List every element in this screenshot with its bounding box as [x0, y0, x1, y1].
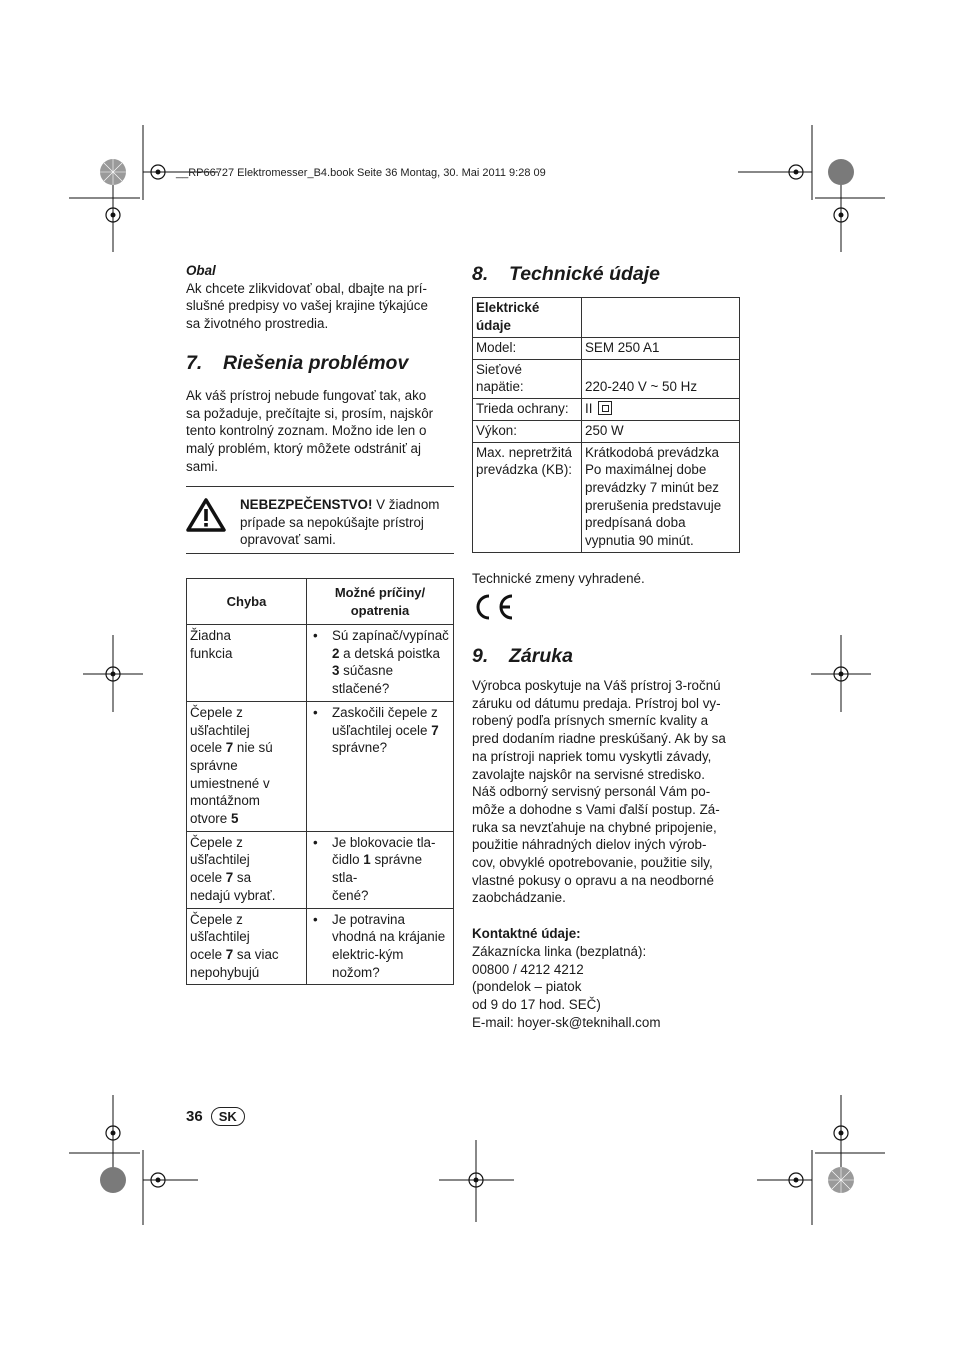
table-row: [187, 831, 454, 908]
section8-heading: [472, 262, 740, 286]
table-row: [473, 359, 740, 398]
tech-changes-note: Technické zmeny vyhradené.: [472, 571, 645, 586]
table-row: [473, 420, 740, 442]
section7-title: Riešenia problémov: [223, 351, 409, 374]
spec-header: Elektrické údaje: [473, 298, 582, 338]
header-causes: Možné príčiny/ opatrenia: [307, 579, 454, 625]
left-column: [186, 262, 454, 475]
warranty-text: Výrobca poskytuje na Váš prístroj 3-ročnú záruku od dátumu predaja. Prístroj bol vy- robený podľa prísnych smerníc kvality a pred dodaním riadne preskúšaný. Ak by sa na prístroji napriek tomu vyskytli závady, zavolajte najskôr na servisné stredisko. Náš odborný servisný personál Vám po- môže a dohodne s Vami ďalší postup. Zá- ruka sa nevzťahuje na chybné pripojenie, použitie náhradných dielov iných výrob- cov, obvyklé opotrebovanie, použitie sily, vlastné pokusy o opravu a na neodborné zaobchádzanie.: [472, 678, 726, 906]
spec-value: 250 W: [582, 420, 740, 442]
table-row: [187, 701, 454, 831]
cause-cell: [307, 701, 454, 831]
cause-text: Je blokovacie tla- čidlo 1 správne stla- čené?: [332, 834, 436, 903]
spec-key: Sieťové napätie:: [473, 359, 582, 398]
bullet: •: [313, 704, 318, 720]
section7-heading: [186, 351, 454, 375]
header-chyba: Chyba: [187, 579, 307, 625]
spec-key: Max. nepretržitá prevádzka (KB):: [473, 442, 582, 552]
cause-cell: [307, 625, 454, 702]
right-column-top: [472, 262, 740, 286]
spec-value: 220-240 V ~ 50 Hz: [582, 359, 740, 398]
print-header: __RP66727 Elektromesser_B4.book Seite 36 Montag, 30. Mai 2011 9:28 09: [176, 167, 546, 179]
spec-header-empty: [582, 298, 740, 338]
warning-label: NEBEZPEČENSTVO!: [240, 497, 373, 512]
bullet: •: [313, 834, 318, 850]
section8-number: 8.: [472, 263, 489, 285]
section7-number: 7.: [186, 351, 203, 374]
protection-class-text: II: [585, 401, 593, 417]
spec-header-row: [473, 298, 740, 338]
problem-cell: Čepele z ušľachtilej ocele 7 sa nedajú vybrať.: [187, 831, 307, 908]
section9-number: 9.: [472, 645, 489, 667]
problem-cell: Čepele z ušľachtilej ocele 7 nie sú správne umiestnené v montážnom otvore 5: [187, 701, 307, 831]
troubleshooting-table: [186, 578, 454, 985]
section9-heading: [472, 644, 740, 668]
spec-key: Model:: [473, 338, 582, 360]
protection-class-ii-icon: [598, 401, 612, 415]
technical-data-table: [472, 297, 740, 553]
obal-heading: Obal: [186, 263, 216, 278]
spec-key: Výkon:: [473, 420, 582, 442]
ce-mark: [472, 592, 516, 627]
ce-mark-icon: [472, 592, 516, 622]
obal-text: Ak chcete zlikvidovať obal, dbajte na prí- slušné predpisy vo vašej krajine týkajúce sa životného prostredia.: [186, 280, 428, 332]
table-row: [473, 338, 740, 360]
bullet: •: [313, 911, 318, 927]
section9-title: Záruka: [509, 645, 573, 667]
table-header-row: [187, 579, 454, 625]
spec-value-protection: [582, 399, 740, 421]
bullet: •: [313, 628, 318, 643]
cause-cell: [307, 908, 454, 985]
page-footer: [186, 1107, 245, 1126]
contact-heading: Kontaktné údaje:: [472, 926, 581, 942]
page-number: 36: [186, 1108, 203, 1125]
spec-key: Trieda ochrany:: [473, 399, 582, 421]
danger-warning-box: [186, 486, 454, 554]
table-row: [473, 399, 740, 421]
cause-text: Sú zapínač/vypínač 2 a detská poistka 3 súčasne stlačené?: [332, 628, 449, 697]
cause-cell: [307, 831, 454, 908]
language-badge: SK: [211, 1107, 245, 1126]
section8-title: Technické údaje: [509, 263, 661, 285]
problem-cell: Čepele z ušľachtilej ocele 7 sa viac nepohybujú: [187, 908, 307, 985]
section7-text: Ak váš prístroj nebude fungovať tak, ako sa požaduje, prečítajte si, prosím, najskôr tento kontrolný zoznam. Možno ide len o malý problém, ktorý môžete odstrániť aj sami.: [186, 387, 434, 474]
warning-body: V žiadnom prípade sa nepokúšajte prístroj opravovať sami.: [240, 497, 440, 548]
right-column-bottom: [472, 644, 740, 1031]
problem-cell: Žiadna funkcia: [187, 625, 307, 702]
spec-value: SEM 250 A1: [582, 338, 740, 360]
table-row: [187, 625, 454, 702]
contact-lines: Zákaznícka linka (bezplatná): 00800 / 4212 4212 (pondelok – piatok od 9 do 17 hod. SEČ) E-mail: hoyer-sk@teknihall.com: [472, 943, 661, 1030]
warning-text: [240, 496, 456, 549]
spec-value: Krátkodobá prevádzka Po maximálnej dobe prevádzky 7 minút bez prerušenia predstavuje predpísaná doba vypnutia 90 minút.: [582, 442, 740, 552]
cause-text: Zaskočili čepele z ušľachtilej ocele 7 správne?: [332, 704, 439, 756]
table-row: [187, 908, 454, 985]
cause-text: Je potravina vhodná na krájanie elektric-kým nožom?: [332, 911, 446, 980]
table-row: [473, 442, 740, 552]
warning-icon: [186, 498, 226, 532]
